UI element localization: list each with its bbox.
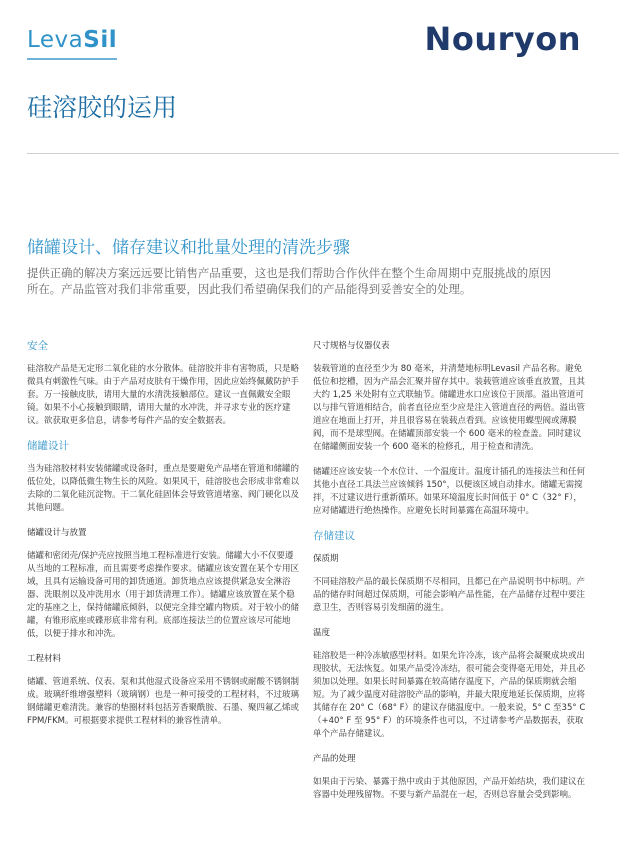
section-heading-materials: 工程材料 [27, 654, 62, 664]
section-heading-dimensions: 尺寸规格与仪器仪表 [313, 341, 390, 351]
section-heading-shelf-life: 保质期 [313, 554, 339, 564]
right-column [313, 340, 589, 811]
section-heading-tank-placement: 储罐设计与放置 [27, 528, 87, 538]
levasil-logo-prefix: Leva [27, 27, 84, 53]
page-title: 硅溶胶的运用 [27, 93, 178, 122]
section-body-dimensions-2: 储罐还应该安装一个水位计、一个温度计。温度计插孔的连接法兰和任何其他小直径工具法兰应该倾斜 150°，以便该区域自动排水。储罐无需搅拌，不过建议进行重新循环。如果环境温度长时间低于 0° C（32° F），应对储罐进行绝热操作。应避免长时间暴露在高温环境中。 [313, 467, 586, 516]
section-body-materials: 储罐、管道系统、仪表、泵和其他湿式设备应采用不锈钢或耐酸不锈钢制成。玻璃纤维增强塑料（玻璃钢）也是一种可接受的工程材料，不过玻璃钢储罐更难清洗。兼容的垫圈材料包括芳香聚酰胺、石墨、聚四氟乙烯或 FPM/FKM。可根据要求提供工程材料的兼容性清单。 [27, 677, 300, 726]
section-heading-handling: 产品的处理 [313, 754, 356, 764]
intro-paragraph: 提供正确的解决方案远远要比销售产品重要，这也是我们帮助合作伙伴在整个生命周期中克服挑战的原因所在。产品监管对我们非常重要，因此我们希望确保我们的产品能得到妥善安全的处理。 [27, 266, 551, 296]
section-body-safety: 硅溶胶产品是无定形二氧化硅的水分散体。硅溶胶并非有害物质，只是略微具有刺激性气味。由于产品对皮肤有干燥作用，因此应始终佩戴防护手套。万一接触皮肤，请用大量的水清洗接触部位。建议一直佩戴安全眼镜。如果不小心接触到眼睛，请用大量的水冲洗，并寻求专业的医疗建议。欲获取更多信息，请参考每件产品的安全数据表。 [27, 364, 300, 426]
section-heading-temperature: 温度 [313, 628, 331, 638]
section-heading-tank-design: 储罐设计 [27, 440, 69, 452]
divider [27, 153, 619, 154]
section-heading-storage: 存储建议 [313, 530, 355, 542]
levasil-logo-suffix: Sil [83, 27, 118, 53]
nouryon-logo: Nouryon [424, 20, 581, 58]
logo-underline [27, 58, 117, 60]
section-body-dimensions-1: 装载管道的直径至少为 80 毫米，并清楚地标明Levasil 产品名称。避免低位和挖槽，因为产品会汇聚并留存其中。装载管道应该垂直放置，且其大约 1,25 米处附有立式联轴节。储罐进水口应该位于顶部。溢出管道可以与排气管道相结合，前者直径应至少应是注入管道直径的两倍。溢出管道应在地面上打开，并且很容易在装载点看到。应该使用蝶型阀或薄膜阀，而不是球型阀。在储罐顶部安装一个 600 毫米的检查盖。同时建议在储罐侧面安装一个 600 毫米的检修孔，用于检查和清洗。 [313, 364, 586, 452]
levasil-logo [27, 27, 117, 53]
section-body-tank-design: 当为硅溶胶材料安装储罐或设备时，重点是要避免产品堵在管道和储罐的低位处，以降低微生物生长的风险。如果风干，硅溶胶也会形成非常难以去除的二氧化硅沉淀物。干二氧化硅固体会导致管道堵塞、阀门硬化以及其他问题。 [27, 464, 300, 513]
left-column [27, 340, 299, 740]
section-body-temperature: 硅溶胶是一种冷冻敏感型材料。如果允许冷冻，该产品将会凝聚成块或出现胶状，无法恢复。如果产品受冷冻结，很可能会变得毫无用处，并且必须加以处理。如果长时间暴露在较高储存温度下，产品的保质期就会缩短。为了减少温度对硅溶胶产品的影响，并最大限度地延长保质期，应将其储存在 20° C（68° F）的建议存储温度中。一般来说，5° C 至35° C（+40° F 至 95° F）的环境条件也可以，不过请参考产品数据表，获取单个产品存储建议。 [313, 651, 586, 739]
section-body-tank-placement: 储罐和密闭壳/保护壳应按照当地工程标准进行安装。储罐大小不仅要遵从当地的工程标准，而且需要考虑操作要求。储罐应该安置在某个专用区域，且具有运输设备可用的卸货通道。卸货地点应该提供紧急安全淋浴器、洗眼剂以及冲洗用水（用于卸货清理工作）。储罐应该放置在某个稳定的基座之上，保持储罐底倾斜，以便完全排空罐内物质。对于较小的储罐，有锥形底座或碟形底非常有利。底部连接法兰的位置应该尽可能地低，以便于排水和冲洗。 [27, 551, 300, 639]
section-body-shelf-life: 不同硅溶胶产品的最长保质期不尽相同，且都已在产品说明书中标明。产品的储存时间超过保质期，可能会影响产品性能，在产品储存过程中要注意卫生，否则容易引发细菌的滋生。 [313, 577, 586, 613]
section-heading-safety: 安全 [27, 340, 48, 352]
page-subtitle: 储罐设计、储存建议和批量处理的清洗步骤 [27, 238, 350, 258]
section-body-handling: 如果由于污染、暴露于热中或由于其他原因，产品开始结块，我们建议在容器中处理残留物。不要与新产品混在一起，否则总容量会受到影响。 [313, 777, 586, 800]
